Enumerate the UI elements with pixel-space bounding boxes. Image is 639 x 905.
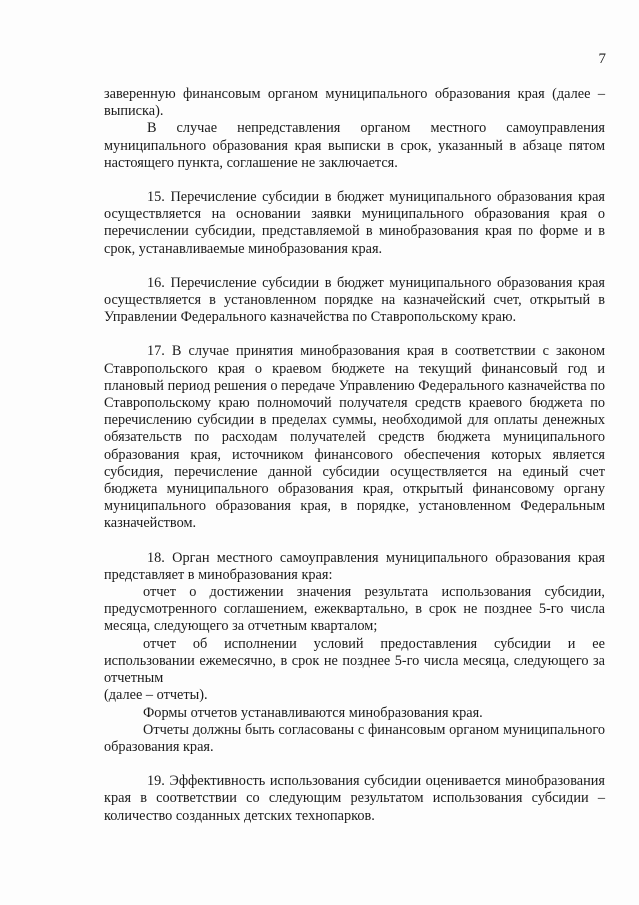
paragraph-no-extract: В случае непредставления органом местного самоуправления муниципального образования края выписки в срок, указанный в абзаце пятом настоящего пункта, соглашение не заключается.	[104, 120, 605, 171]
document-body	[104, 86, 605, 825]
paragraph-18-report-conditions: отчет об исполнении условий предоставления субсидии и ее использовании ежемесячно, в срок не позднее 5-го числа месяца, следующего за отчетным	[104, 635, 605, 687]
paragraph-18: 18. Орган местного самоуправления муниципального образования края представляет в минобразования края:	[104, 549, 605, 583]
paragraph-17: 17. В случае принятия минобразования края в соответствии с законом Ставропольского края о краевом бюджете на текущий финансовый год и плановый период решения о передаче Управлению Федерального казначейства по Ставропольскому краю полномочий получателя средств краевого бюджета по перечислению субсидии в пределах суммы, необходимой для оплаты денежных обязательств по расходам получателей средств бюджета муниципального образования края, источником финансового обеспечения которых является субсидия, перечисление данной субсидии осуществляется на единый счет бюджета муниципального образования края, открытый финансовому органу муниципального образования края, в порядке, установленном Федеральным казначейством.	[104, 343, 605, 532]
paragraph-18-report-approval: Отчеты должны быть согласованы с финансовым органом муниципального образования края.	[104, 721, 605, 755]
page-number: 7	[598, 51, 606, 67]
paragraph-19: 19. Эффективность использования субсидии оценивается минобразования края в соответствии со следующим результатом использования субсидии – количество созданных детских технопарков.	[104, 773, 605, 824]
paragraph-15: 15. Перечисление субсидии в бюджет муниципального образования края осуществляется на основании заявки муниципального образования края о перечислении субсидии, представляемой в минобразования края по форме и в срок, устанавливаемые минобразования края.	[104, 189, 605, 257]
paragraph-16: 16. Перечисление субсидии в бюджет муниципального образования края осуществляется в установленном порядке на казначейский счет, открытый в Управлении Федерального казначейства по Ставропольскому краю.	[104, 274, 605, 326]
paragraph-18-reports-note: (далее – отчеты).	[104, 687, 208, 704]
paragraph-18-report-forms: Формы отчетов устанавливаются минобразования края.	[143, 704, 483, 721]
paragraph-18-report-result: отчет о достижении значения результата использования субсидии, предусмотренного соглашением, ежеквартально, в срок не позднее 5-го числа месяца, следующего за отчетным кварталом;	[104, 584, 605, 635]
paragraph-continuation: заверенную финансовым органом муниципального образования края (далее – выписка).	[104, 86, 605, 120]
